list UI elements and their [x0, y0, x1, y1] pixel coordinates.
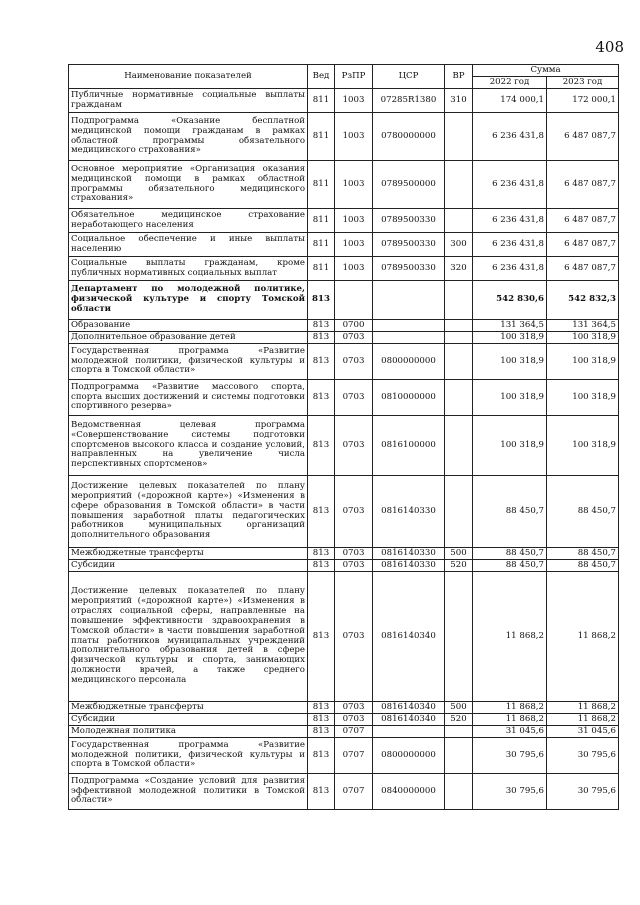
cell-rzpr: 1003 — [335, 161, 373, 209]
cell-vr — [445, 332, 473, 344]
cell-rzpr: 0703 — [335, 702, 373, 714]
cell-name: Субсидии — [69, 714, 308, 726]
cell-csr: 0816140340 — [373, 702, 445, 714]
cell-csr — [373, 320, 445, 332]
cell-vr — [445, 738, 473, 774]
cell-2022: 174 000,1 — [473, 89, 547, 113]
cell-vr: 320 — [445, 257, 473, 281]
cell-vr — [445, 281, 473, 320]
cell-name: Государственная программа «Развитие молодежной политики, физической культуры и спорта в Томской области» — [69, 344, 308, 380]
table-row — [69, 560, 619, 572]
cell-2023: 11 868,2 — [547, 572, 619, 702]
cell-2023: 100 318,9 — [547, 416, 619, 476]
cell-ved: 813 — [308, 344, 335, 380]
cell-name: Достижение целевых показателей по плану мероприятий («дорожной карте») «Изменения в сфере образования в Томской области» в части повышения заработной платы педагогических работников муниципальных организаций дополнительного образования — [69, 476, 308, 548]
cell-vr — [445, 572, 473, 702]
cell-name: Социальные выплаты гражданам, кроме публичных нормативных социальных выплат — [69, 257, 308, 281]
cell-rzpr: 1003 — [335, 233, 373, 257]
cell-ved: 813 — [308, 560, 335, 572]
table-row — [69, 738, 619, 774]
cell-2023: 88 450,7 — [547, 560, 619, 572]
cell-2023: 6 487 087,7 — [547, 161, 619, 209]
cell-vr — [445, 416, 473, 476]
table-row — [69, 572, 619, 702]
cell-2023: 542 832,3 — [547, 281, 619, 320]
header-2022: 2022 год — [473, 77, 547, 89]
cell-2022: 11 868,2 — [473, 714, 547, 726]
cell-csr — [373, 332, 445, 344]
table-row — [69, 476, 619, 548]
table-row — [69, 161, 619, 209]
cell-ved: 813 — [308, 572, 335, 702]
cell-2022: 100 318,9 — [473, 416, 547, 476]
header-name: Наименование показателей — [69, 65, 308, 89]
cell-ved: 813 — [308, 281, 335, 320]
cell-rzpr: 0703 — [335, 332, 373, 344]
cell-2022: 11 868,2 — [473, 702, 547, 714]
cell-csr: 0800000000 — [373, 344, 445, 380]
table-row — [69, 416, 619, 476]
cell-csr: 0789500000 — [373, 161, 445, 209]
cell-ved: 811 — [308, 257, 335, 281]
cell-2022: 6 236 431,8 — [473, 161, 547, 209]
cell-name: Подпрограмма «Оказание бесплатной медицинской помощи гражданам в рамках областной программы обязательного медицинского страхования» — [69, 113, 308, 161]
cell-vr — [445, 209, 473, 233]
cell-name: Публичные нормативные социальные выплаты гражданам — [69, 89, 308, 113]
table-row — [69, 113, 619, 161]
cell-ved: 813 — [308, 416, 335, 476]
cell-name: Межбюджетные трансферты — [69, 702, 308, 714]
cell-rzpr: 0703 — [335, 714, 373, 726]
cell-rzpr: 0707 — [335, 774, 373, 810]
table-row — [69, 548, 619, 560]
cell-2022: 88 450,7 — [473, 548, 547, 560]
cell-rzpr: 0703 — [335, 416, 373, 476]
cell-rzpr: 0703 — [335, 380, 373, 416]
cell-csr: 0780000000 — [373, 113, 445, 161]
cell-2022: 6 236 431,8 — [473, 257, 547, 281]
table-row — [69, 332, 619, 344]
cell-2022: 30 795,6 — [473, 774, 547, 810]
cell-csr: 0816140340 — [373, 572, 445, 702]
cell-rzpr: 0703 — [335, 572, 373, 702]
cell-name: Основное мероприятие «Организация оказания медицинской помощи в рамках областной программы обязательного медицинского страхования» — [69, 161, 308, 209]
cell-name: Субсидии — [69, 560, 308, 572]
table-row — [69, 257, 619, 281]
cell-2023: 6 487 087,7 — [547, 257, 619, 281]
table-row — [69, 702, 619, 714]
cell-2022: 88 450,7 — [473, 476, 547, 548]
header-ved: Вед — [308, 65, 335, 89]
cell-2022: 542 830,6 — [473, 281, 547, 320]
table-row — [69, 380, 619, 416]
cell-name: Образование — [69, 320, 308, 332]
cell-csr: 0840000000 — [373, 774, 445, 810]
cell-vr: 520 — [445, 560, 473, 572]
header-vr: ВР — [445, 65, 473, 89]
cell-2022: 6 236 431,8 — [473, 233, 547, 257]
cell-ved: 811 — [308, 209, 335, 233]
cell-csr: 0816100000 — [373, 416, 445, 476]
header-rzpr: РзПР — [335, 65, 373, 89]
cell-csr: 0789500330 — [373, 233, 445, 257]
cell-vr — [445, 726, 473, 738]
cell-ved: 811 — [308, 233, 335, 257]
cell-name: Государственная программа «Развитие молодежной политики, физической культуры и спорта в Томской области» — [69, 738, 308, 774]
cell-name: Достижение целевых показателей по плану мероприятий («дорожной карте») «Изменения в отраслях социальной сферы, направленные на повышение эффективности здравоохранения в Томской области» в части повышения заработной платы работников муниципальных учреждений дополнительного образования детей в сфере физической культуры и спорта, занимающих должности врачей, а также среднего медицинского персонала — [69, 572, 308, 702]
cell-2023: 6 487 087,7 — [547, 233, 619, 257]
table-body — [69, 89, 619, 810]
cell-name: Департамент по молодежной политике, физической культуре и спорту Томской области — [69, 281, 308, 320]
cell-vr — [445, 344, 473, 380]
cell-2022: 6 236 431,8 — [473, 209, 547, 233]
table-row — [69, 89, 619, 113]
cell-2023: 100 318,9 — [547, 380, 619, 416]
cell-name: Обязательное медицинское страхование неработающего населения — [69, 209, 308, 233]
page-number: 408 — [595, 38, 624, 56]
cell-name: Межбюджетные трансферты — [69, 548, 308, 560]
cell-ved: 811 — [308, 161, 335, 209]
header-2023: 2023 год — [547, 77, 619, 89]
cell-ved: 813 — [308, 738, 335, 774]
table-row — [69, 320, 619, 332]
cell-rzpr — [335, 281, 373, 320]
cell-2022: 6 236 431,8 — [473, 113, 547, 161]
cell-ved: 813 — [308, 714, 335, 726]
cell-name: Дополнительное образование детей — [69, 332, 308, 344]
cell-csr: 0816140330 — [373, 560, 445, 572]
table-row — [69, 281, 619, 320]
cell-rzpr: 1003 — [335, 89, 373, 113]
cell-rzpr: 0700 — [335, 320, 373, 332]
table-row — [69, 209, 619, 233]
cell-2022: 100 318,9 — [473, 332, 547, 344]
cell-2022: 100 318,9 — [473, 380, 547, 416]
cell-ved: 811 — [308, 113, 335, 161]
cell-ved: 811 — [308, 89, 335, 113]
cell-ved: 813 — [308, 476, 335, 548]
cell-2023: 88 450,7 — [547, 548, 619, 560]
cell-2023: 100 318,9 — [547, 344, 619, 380]
cell-csr: 0810000000 — [373, 380, 445, 416]
cell-2023: 30 795,6 — [547, 774, 619, 810]
cell-vr — [445, 161, 473, 209]
cell-rzpr: 0707 — [335, 726, 373, 738]
cell-2022: 100 318,9 — [473, 344, 547, 380]
cell-csr — [373, 281, 445, 320]
cell-csr: 0800000000 — [373, 738, 445, 774]
table-row — [69, 726, 619, 738]
header-summa: Сумма — [473, 65, 619, 77]
cell-2023: 30 795,6 — [547, 738, 619, 774]
header-csr: ЦСР — [373, 65, 445, 89]
cell-ved: 813 — [308, 702, 335, 714]
cell-csr: 0816140340 — [373, 714, 445, 726]
cell-ved: 813 — [308, 548, 335, 560]
cell-name: Социальное обеспечение и иные выплаты населению — [69, 233, 308, 257]
cell-vr — [445, 320, 473, 332]
cell-name: Подпрограмма «Развитие массового спорта, спорта высших достижений и системы подготовки спортивного резерва» — [69, 380, 308, 416]
table-row — [69, 714, 619, 726]
cell-2023: 31 045,6 — [547, 726, 619, 738]
cell-vr — [445, 380, 473, 416]
cell-name: Молодежная политика — [69, 726, 308, 738]
cell-vr: 500 — [445, 702, 473, 714]
cell-name: Ведомственная целевая программа «Совершенствование системы подготовки спортсменов высокого класса и создание условий, направленных на увеличение числа перспективных спортсменов» — [69, 416, 308, 476]
cell-rzpr: 0703 — [335, 548, 373, 560]
cell-rzpr: 0703 — [335, 344, 373, 380]
cell-csr: 07285R1380 — [373, 89, 445, 113]
cell-rzpr: 0703 — [335, 476, 373, 548]
cell-rzpr: 0703 — [335, 560, 373, 572]
cell-csr: 0816140330 — [373, 548, 445, 560]
cell-csr — [373, 726, 445, 738]
cell-2022: 11 868,2 — [473, 572, 547, 702]
cell-2022: 30 795,6 — [473, 738, 547, 774]
table-header — [69, 65, 619, 89]
cell-csr: 0816140330 — [373, 476, 445, 548]
cell-2023: 11 868,2 — [547, 714, 619, 726]
cell-ved: 813 — [308, 332, 335, 344]
cell-vr — [445, 774, 473, 810]
cell-2022: 88 450,7 — [473, 560, 547, 572]
table-row — [69, 774, 619, 810]
cell-2023: 172 000,1 — [547, 89, 619, 113]
cell-rzpr: 0707 — [335, 738, 373, 774]
cell-2023: 88 450,7 — [547, 476, 619, 548]
cell-ved: 813 — [308, 320, 335, 332]
cell-2023: 11 868,2 — [547, 702, 619, 714]
cell-2023: 6 487 087,7 — [547, 209, 619, 233]
cell-vr — [445, 113, 473, 161]
cell-rzpr: 1003 — [335, 209, 373, 233]
cell-vr: 520 — [445, 714, 473, 726]
cell-name: Подпрограмма «Создание условий для развития эффективной молодежной политики в Томской области» — [69, 774, 308, 810]
cell-2022: 131 364,5 — [473, 320, 547, 332]
cell-vr: 300 — [445, 233, 473, 257]
cell-2023: 6 487 087,7 — [547, 113, 619, 161]
table-row — [69, 233, 619, 257]
cell-2023: 100 318,9 — [547, 332, 619, 344]
cell-2023: 131 364,5 — [547, 320, 619, 332]
cell-vr — [445, 476, 473, 548]
table-row — [69, 344, 619, 380]
cell-ved: 813 — [308, 774, 335, 810]
cell-2022: 31 045,6 — [473, 726, 547, 738]
cell-rzpr: 1003 — [335, 113, 373, 161]
cell-rzpr: 1003 — [335, 257, 373, 281]
budget-table — [68, 64, 619, 810]
cell-ved: 813 — [308, 726, 335, 738]
cell-csr: 0789500330 — [373, 209, 445, 233]
cell-vr: 310 — [445, 89, 473, 113]
cell-csr: 0789500330 — [373, 257, 445, 281]
cell-vr: 500 — [445, 548, 473, 560]
cell-ved: 813 — [308, 380, 335, 416]
